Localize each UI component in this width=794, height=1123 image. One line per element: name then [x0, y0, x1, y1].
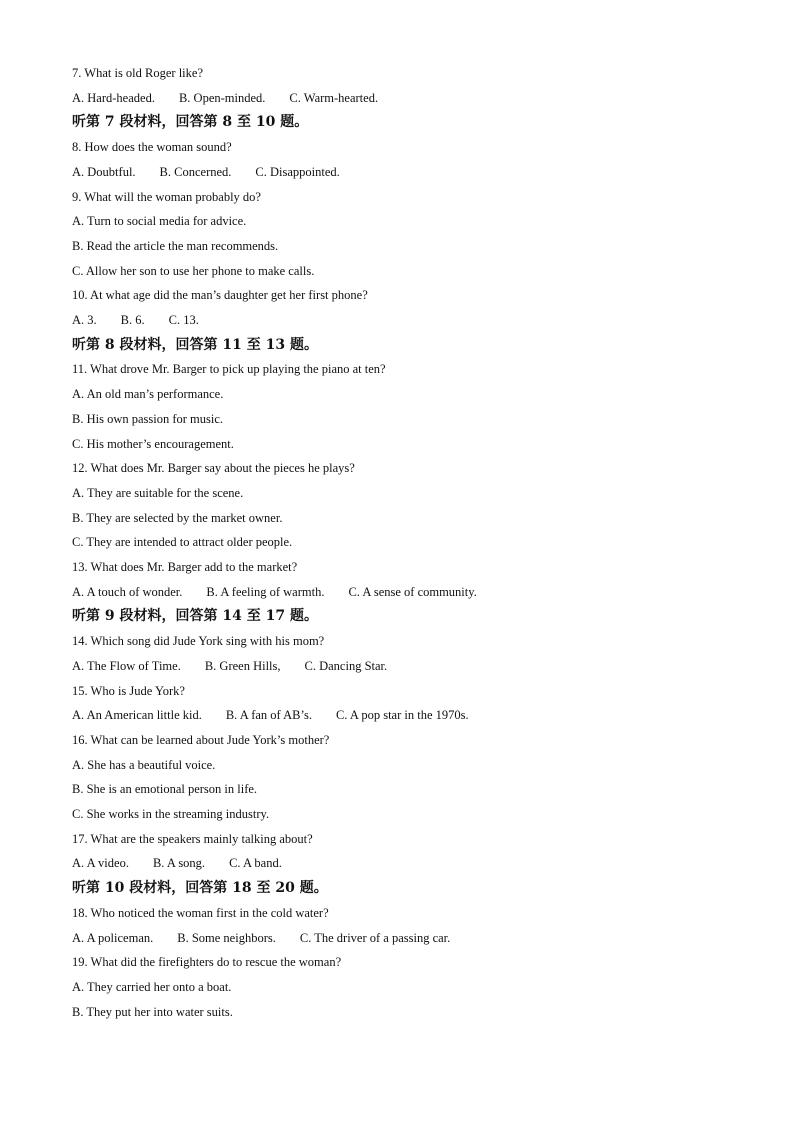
option: C. 13.	[168, 313, 199, 327]
option: C. The driver of a passing car.	[299, 931, 451, 945]
option: A. A policeman.	[72, 931, 154, 945]
option: A. A video.	[72, 856, 129, 870]
option: A. 3.	[72, 313, 97, 327]
line-16: 12. What does Mr. Barger say about the pieces he plays?	[72, 461, 355, 475]
line-3: 8. How does the woman sound?	[72, 140, 232, 154]
line-23: 14. Which song did Jude York sing with his mom?	[72, 634, 325, 648]
option: A. A touch of wonder.	[72, 585, 183, 599]
line-27: 16. What can be learned about Jude York’s mother?	[72, 733, 330, 747]
options-row	[72, 164, 340, 180]
line-25: 15. Who is Jude York?	[72, 684, 185, 698]
option: A. Doubtful.	[72, 165, 136, 179]
section-heading: 听第 8 段材料，回答第 11 至 13 题。	[72, 337, 318, 353]
line-8: C. Allow her son to use her phone to make calls.	[72, 264, 315, 278]
line-12: 11. What drove Mr. Barger to pick up playing the piano at ten?	[72, 362, 386, 376]
line-29: B. She is an emotional person in life.	[72, 782, 258, 796]
line-38: B. They put her into water suits.	[72, 1005, 233, 1019]
line-7: B. Read the article the man recommends.	[72, 239, 279, 253]
option: B. A feeling of warmth.	[206, 585, 325, 599]
option: A. Hard-headed.	[72, 91, 155, 105]
section-heading: 听第 10 段材料，回答第 18 至 20 题。	[72, 880, 328, 896]
section-heading: 听第 7 段材料，回答第 8 至 10 题。	[72, 114, 309, 130]
line-5: 9. What will the woman probably do?	[72, 190, 261, 204]
option: B. Green Hills,	[204, 659, 281, 673]
line-13: A. An old man’s performance.	[72, 387, 224, 401]
line-30: C. She works in the streaming industry.	[72, 807, 270, 821]
option: B. Some neighbors.	[177, 931, 276, 945]
options-row	[72, 855, 282, 871]
option: C. Disappointed.	[255, 165, 340, 179]
line-20: 13. What does Mr. Barger add to the market?	[72, 560, 298, 574]
options-row	[72, 584, 477, 600]
option: B. A fan of AB’s.	[225, 708, 312, 722]
line-0: 7. What is old Roger like?	[72, 66, 203, 80]
line-19: C. They are intended to attract older people.	[72, 535, 293, 549]
options-row	[72, 707, 469, 723]
option: C. Warm-hearted.	[289, 91, 379, 105]
option: C. Dancing Star.	[304, 659, 388, 673]
option: A. An American little kid.	[72, 708, 202, 722]
line-18: B. They are selected by the market owner.	[72, 511, 283, 525]
option: A. The Flow of Time.	[72, 659, 181, 673]
option: B. A song.	[152, 856, 206, 870]
option: B. Concerned.	[159, 165, 232, 179]
line-15: C. His mother’s encouragement.	[72, 437, 234, 451]
line-36: 19. What did the firefighters do to rescue the woman?	[72, 955, 342, 969]
line-14: B. His own passion for music.	[72, 412, 224, 426]
line-6: A. Turn to social media for advice.	[72, 214, 247, 228]
option: C. A band.	[229, 856, 282, 870]
line-17: A. They are suitable for the scene.	[72, 486, 244, 500]
option: C. A pop star in the 1970s.	[335, 708, 469, 722]
line-34: 18. Who noticed the woman first in the cold water?	[72, 906, 329, 920]
section-heading: 听第 9 段材料，回答第 14 至 17 题。	[72, 608, 318, 624]
line-28: A. She has a beautiful voice.	[72, 758, 216, 772]
option: B. Open-minded.	[178, 91, 266, 105]
line-37: A. They carried her onto a boat.	[72, 980, 232, 994]
option: B. 6.	[120, 313, 145, 327]
line-31: 17. What are the speakers mainly talking about?	[72, 832, 313, 846]
options-row	[72, 312, 199, 328]
options-row	[72, 930, 450, 946]
line-9: 10. At what age did the man’s daughter get her first phone?	[72, 288, 368, 302]
options-row	[72, 658, 387, 674]
option: C. A sense of community.	[348, 585, 477, 599]
options-row	[72, 90, 378, 106]
